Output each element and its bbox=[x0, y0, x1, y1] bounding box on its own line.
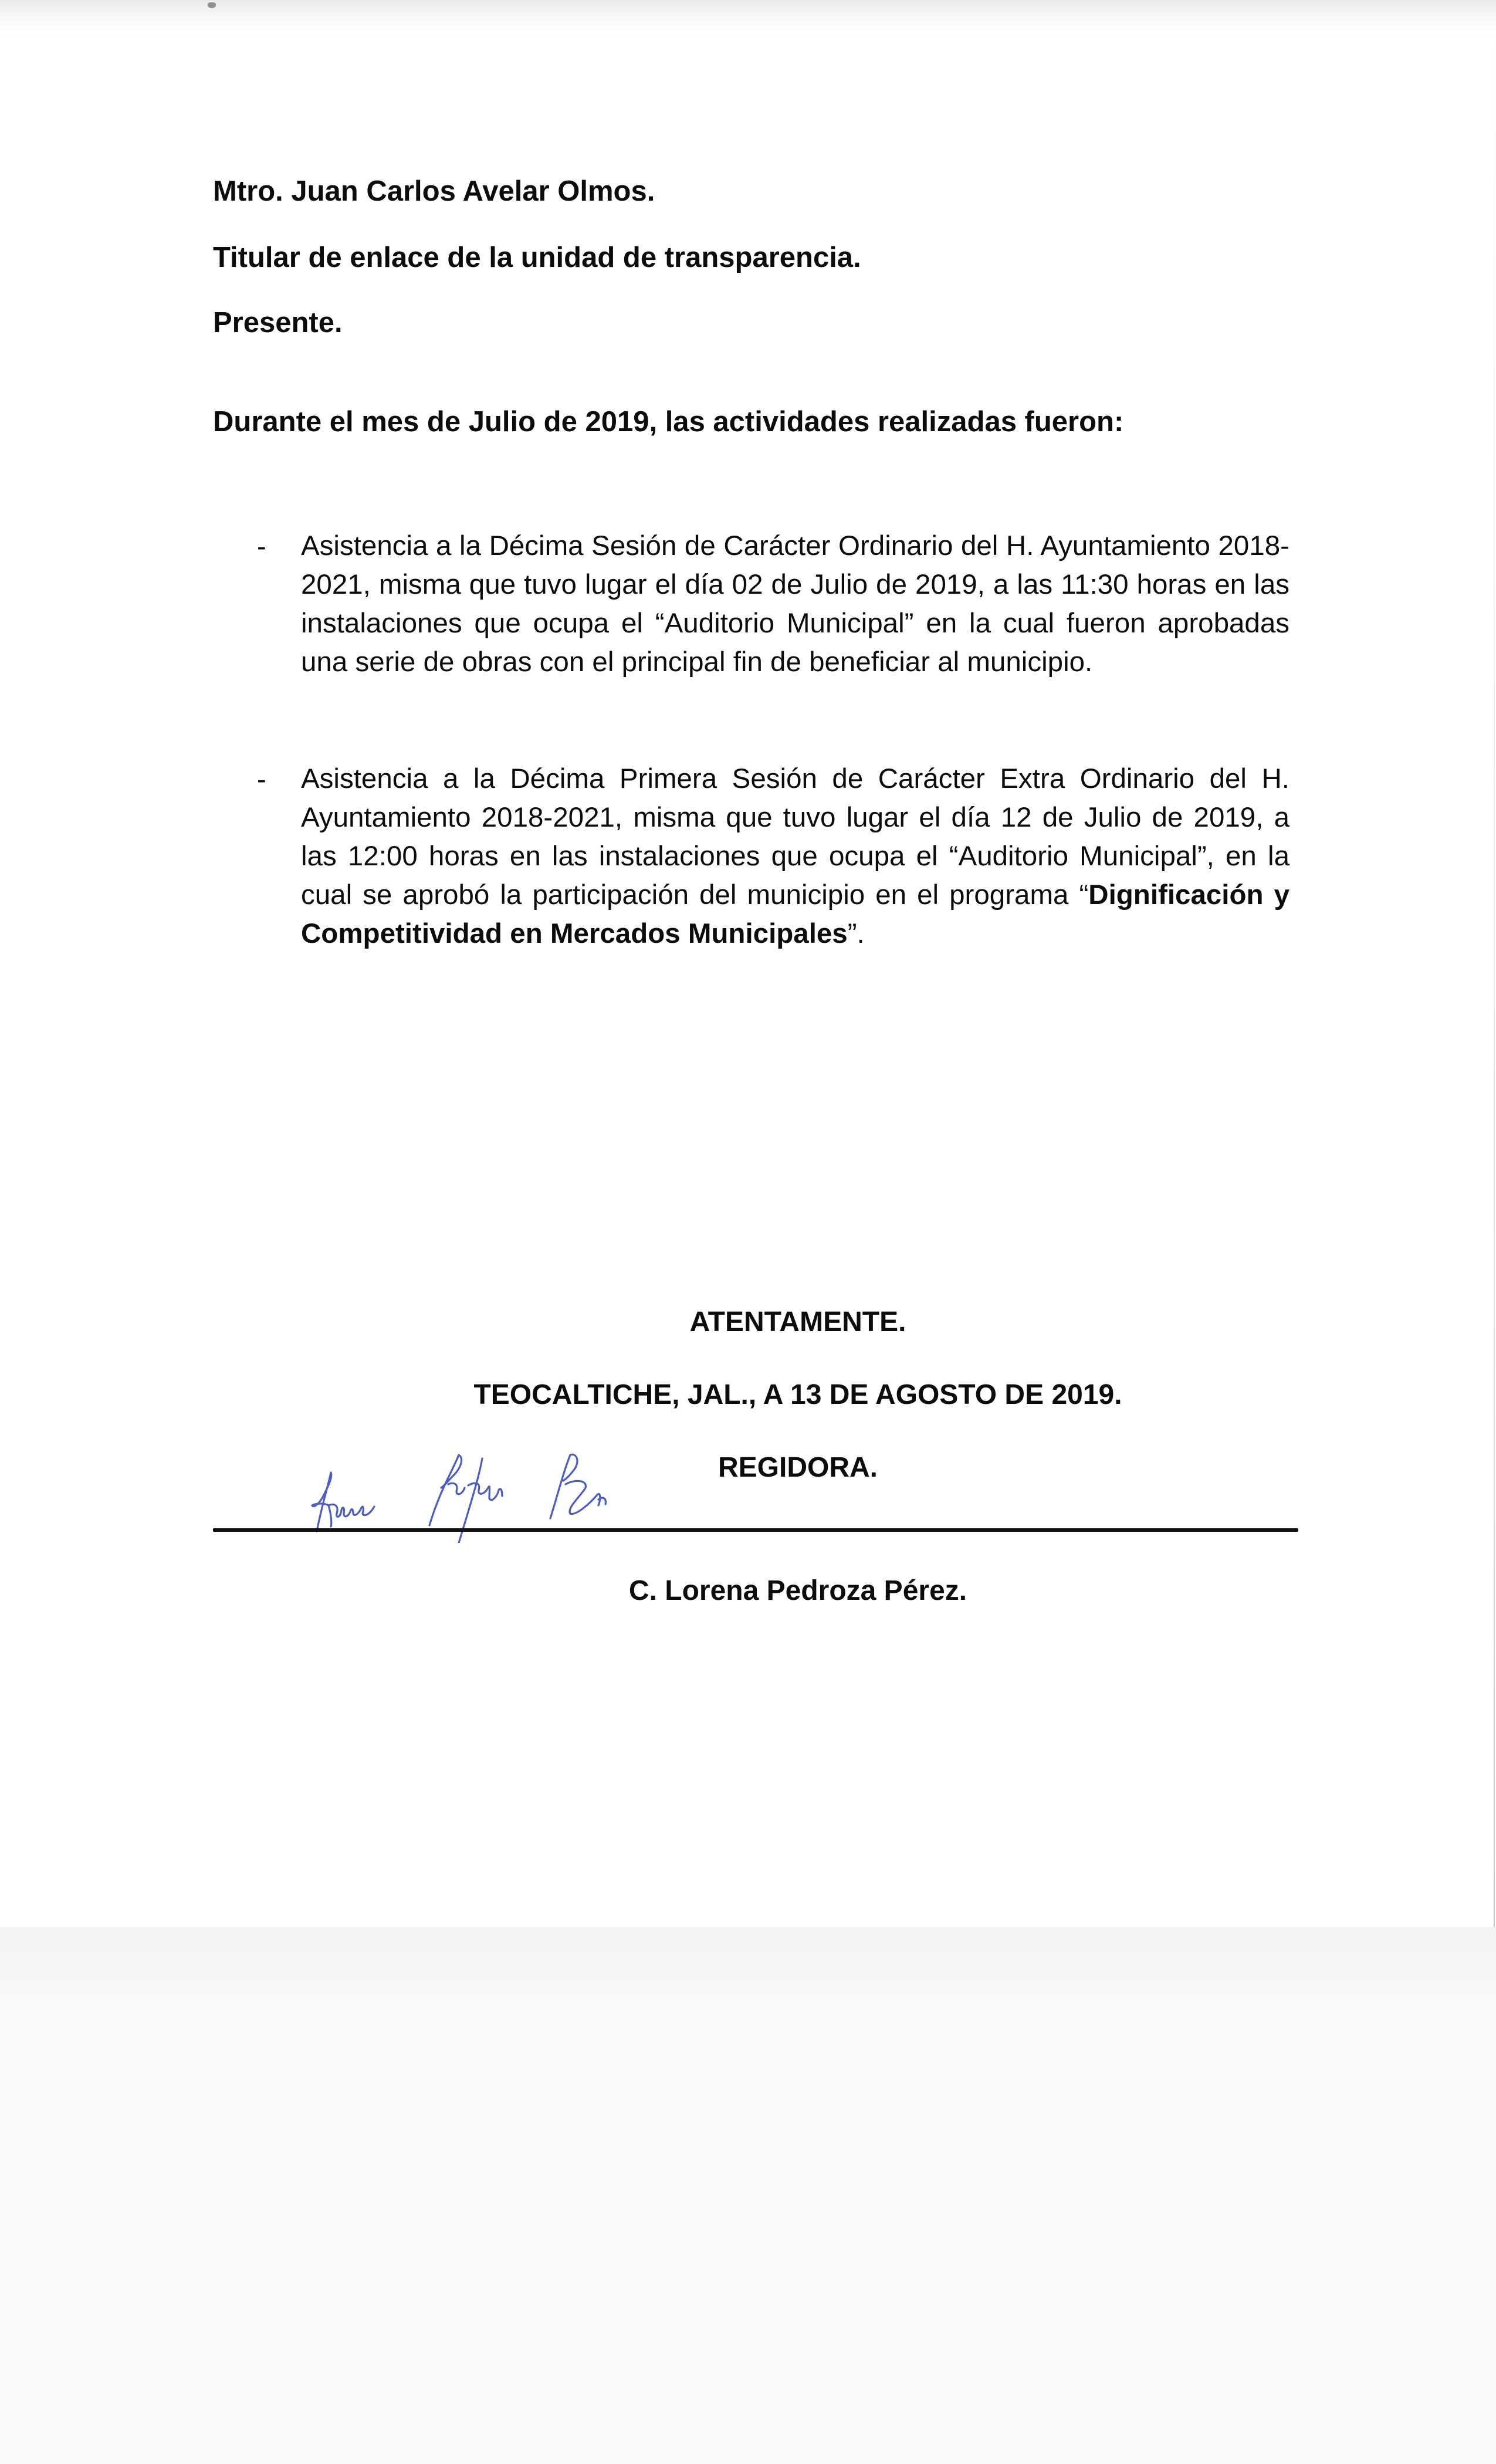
activity-text bbox=[301, 527, 1289, 682]
signer-position: REGIDORA. bbox=[717, 1452, 878, 1483]
bullet-dash: - bbox=[257, 530, 266, 561]
activity-description: Asistencia a la Décima Primera Sesión de Carácter Extra Ordinario del H. Ayuntamiento 2018-2021, misma que tuvo lugar el día 12 de Julio de 2019, a las 12:00 horas en las instalaciones que ocupa el “Auditorio Municipal”, en la cual se aprobó la participación del municipio en el programa “ bbox=[301, 763, 1289, 911]
intro-heading: Durante el mes de Julio de 2019, las actividades realizadas fueron: bbox=[213, 406, 1124, 438]
salutation: Presente. bbox=[213, 307, 343, 339]
signer-name: C. Lorena Pedroza Pérez. bbox=[628, 1575, 967, 1606]
scan-shadow bbox=[0, 0, 1496, 35]
signature-line bbox=[213, 1528, 1298, 1532]
scan-artifact bbox=[208, 2, 216, 8]
activity-description: Asistencia a la Décima Sesión de Carácter Ordinario del H. Ayuntamiento 2018-2021, misma que tuvo lugar el día 02 de Julio de 2019, a las 11:30 horas en las instalaciones que ocupa el “Auditorio Municipal” en la cual fueron aprobadas una serie de obras con el principal fin de beneficiar al municipio. bbox=[301, 530, 1289, 678]
activity-description-end: ”. bbox=[847, 918, 865, 949]
bullet-dash: - bbox=[257, 763, 266, 794]
activity-text bbox=[301, 760, 1289, 953]
place-date: TEOCALTICHE, JAL., A 13 DE AGOSTO DE 2019. bbox=[473, 1379, 1122, 1410]
scan-margin bbox=[0, 1927, 1496, 1995]
program-name: Dignificación y Competitividad en Mercados Municipales bbox=[301, 879, 1289, 949]
recipient-title: Titular de enlace de la unidad de transparencia. bbox=[213, 242, 861, 273]
valediction: ATENTAMENTE. bbox=[689, 1307, 906, 1338]
paper-edge bbox=[1494, 35, 1495, 1927]
recipient-name: Mtro. Juan Carlos Avelar Olmos. bbox=[213, 175, 655, 207]
